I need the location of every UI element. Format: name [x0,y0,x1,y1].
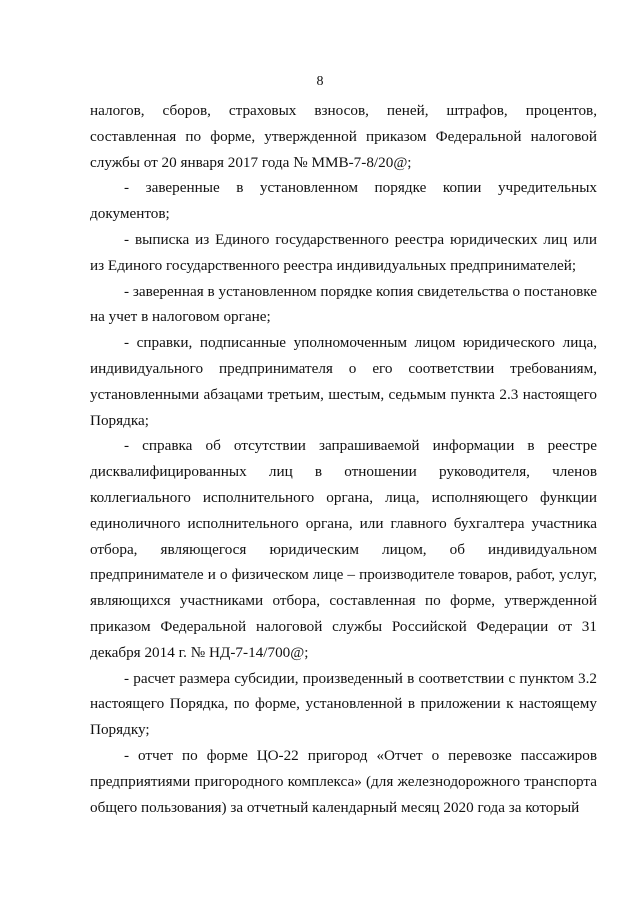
list-item-compliance-certificates: - справки, подписанные уполномоченным лицом юридического лица, индивидуального предпринимателя о его соответствии требованиям, установленными абзацами третьим, шестым, седьмым пункта 2.3 настоящего Порядка; [90,334,597,429]
list-item-founding-documents: - заверенные в установленном порядке копии учредительных документов; [90,179,597,223]
list-item-co22-report: - отчет по форме ЦО-22 пригород «Отчет о перевозке пассажиров предприятиями пригородного комплекса» (для железнодорожного транспорта общего пользования) за отчетный календарный месяц 2020 года за который [90,746,597,816]
page-number: 8 [316,74,324,89]
paragraph-continuation: налогов, сборов, страховых взносов, пеней, штрафов, процентов, составленная по форме, утвержденной приказом Федеральной налоговой службы от 20 января 2017 года № ММВ-7-8/20@; [90,102,597,171]
list-item-registry-extract: - выписка из Единого государственного реестра юридических лиц или из Единого государственного реестра индивидуальных предпринимателей; [90,230,597,274]
list-item-disqualification-certificate: - справка об отсутствии запрашиваемой информации в реестре дисквалифицированных лиц в отношении руководителя, членов коллегиального исполнительного органа, лица, исполняющего функции единоличного исполнительного органа, или главного бухгалтера участника отбора, являющегося юридическим лицом, об индивидуальном предпринимателе и о физическом лице – производителе товаров, работ, услуг, являющихся участниками отбора, составленная по форме, утвержденной приказом Федеральной налоговой службы Российской Федерации от 31 декабря 2014 г. № НД-7-14/700@; [90,437,597,661]
document-body [90,98,597,820]
list-item-tax-registration-certificate: - заверенная в установленном порядке копия свидетельства о постановке на учет в налоговом органе; [90,282,597,326]
list-item-subsidy-calculation: - расчет размера субсидии, произведенный в соответствии с пунктом 3.2 настоящего Порядка, по форме, установленной в приложении к настоящему Порядку; [90,669,597,739]
